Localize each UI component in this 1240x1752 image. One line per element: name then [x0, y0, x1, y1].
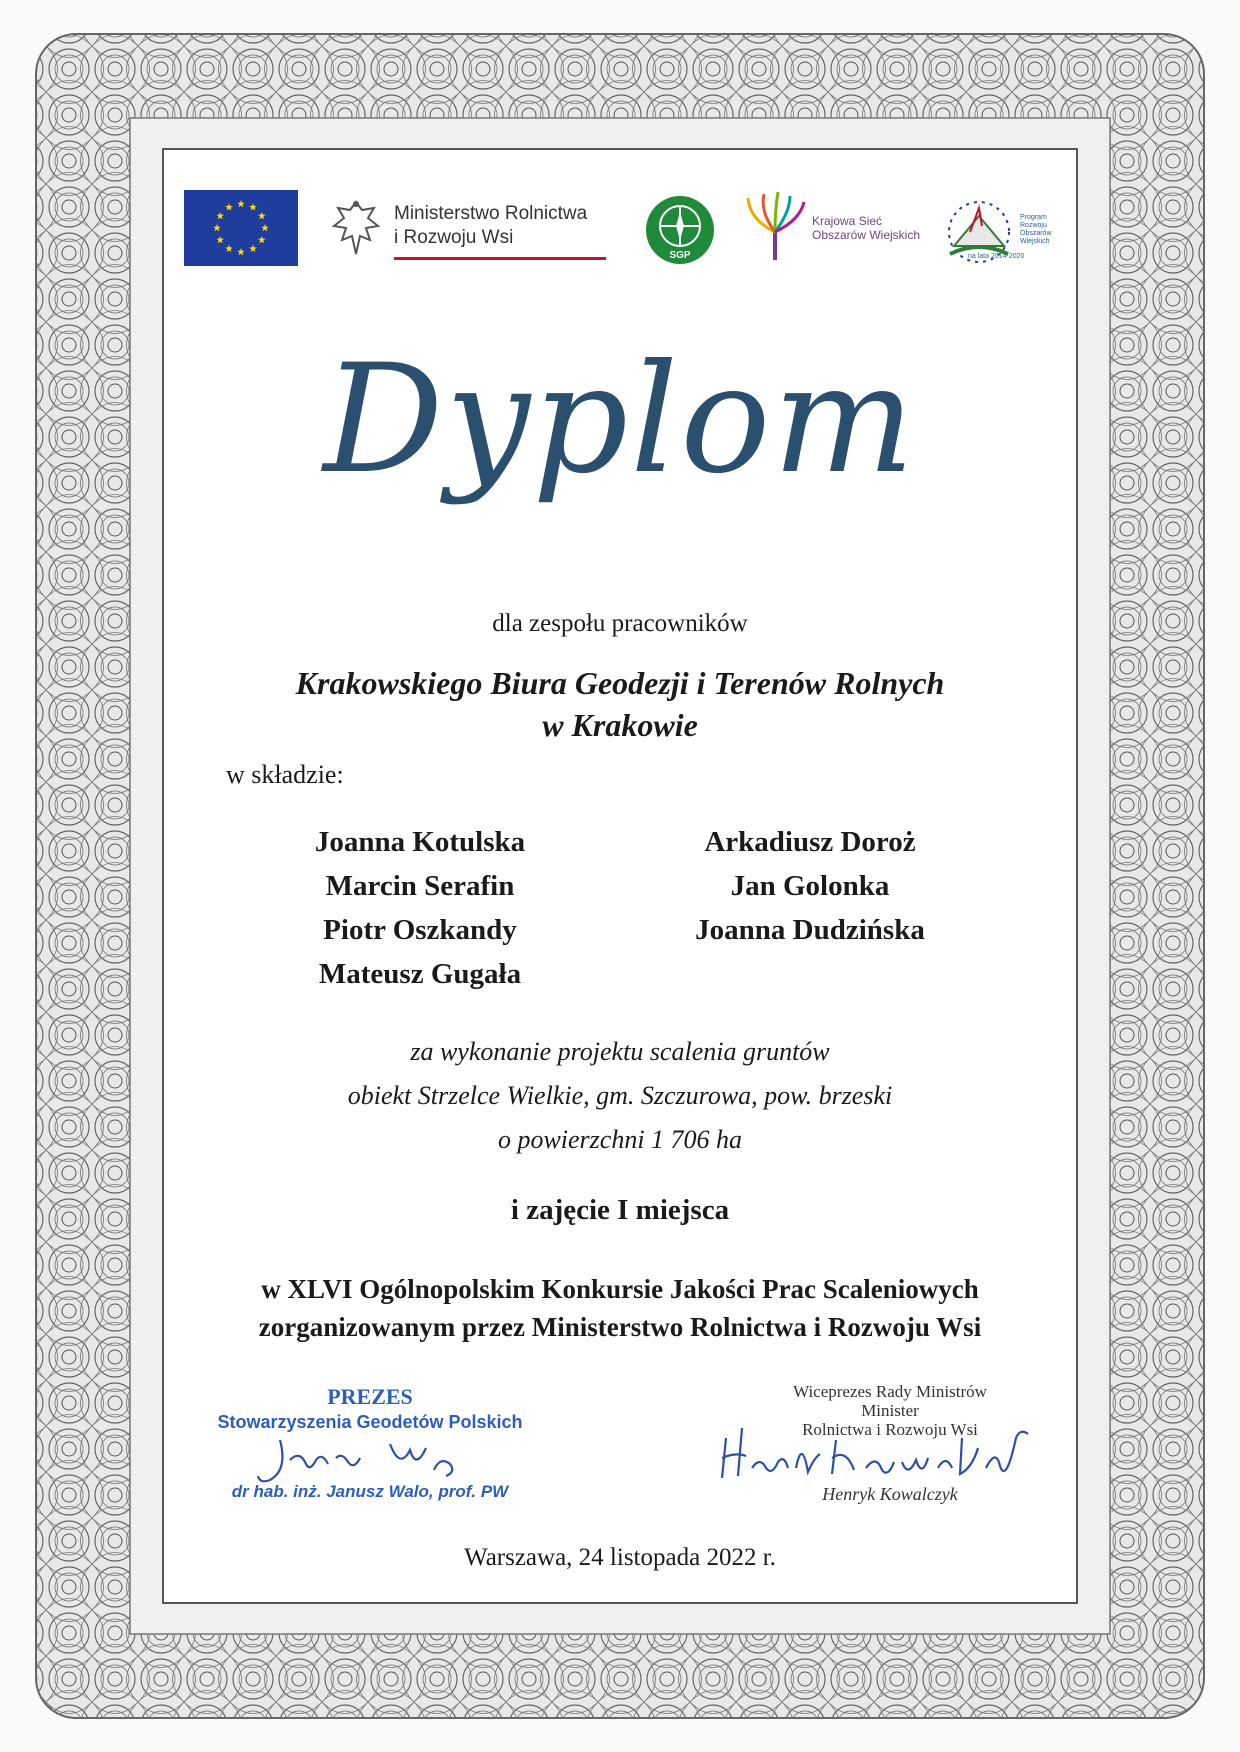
left-handwritten-signature [250, 1430, 490, 1490]
ksow-logo-icon [740, 190, 810, 266]
member-name: Joanna Kotulska [314, 826, 526, 858]
members-left-column [260, 820, 580, 996]
reason-text: za wykonanie projektu scalenia gruntów obiekt Strzelce Wielkie, gm. Szczurowa, pow. brzeski o powierzchni 1 706 ha [347, 1037, 893, 1154]
right-handwritten-signature [716, 1418, 1056, 1488]
award-text: i zajęcie I miejsca [510, 1194, 730, 1226]
ksow-logo-text: Krajowa Sieć Obszarów Wiejskich [812, 214, 921, 242]
prow-logo-text: Program Rozwoju Obszarów Wiejskich [1020, 214, 1052, 245]
eu-flag-icon [184, 190, 298, 266]
member-name: Mateusz Gugała [318, 958, 522, 990]
intro-text: dla zespołu pracowników [492, 610, 748, 637]
right-signature-name: Henryk Kowalczyk [822, 1484, 958, 1504]
sgp-logo-label: SGP [669, 250, 691, 261]
prow-logo-years: na lata 2014-2020 [968, 253, 1025, 260]
right-signature-title: Wiceprezes Rady Ministrów Minister Rolnictwa i Rozwoju Wsi [793, 1382, 987, 1439]
composition-label: w składzie: [226, 760, 344, 789]
member-name: Arkadiusz Doroż [704, 826, 916, 858]
left-signature-org: Stowarzyszenia Geodetów Polskich [217, 1412, 523, 1432]
member-name: Piotr Oszkandy [323, 914, 517, 946]
ministry-logo-underline [394, 257, 606, 260]
contest-text: w XLVI Ogólnopolskim Konkursie Jakości Prac Scaleniowych zorganizowanym przez Ministerstwo Rolnictwa i Rozwoju Wsi [258, 1274, 982, 1342]
eagle-emblem-icon [328, 196, 384, 262]
left-signature-name: dr hab. inż. Janusz Walo, prof. PW [231, 1482, 509, 1501]
ministry-logo-text: Ministerstwo Rolnictwa i Rozwoju Wsi [394, 203, 588, 248]
member-name: Joanna Dudzińska [695, 914, 925, 946]
organization-name: Krakowskiego Biura Geodezji i Terenów Rolnych w Krakowie [295, 665, 945, 743]
members-right-column [650, 820, 970, 952]
place-date: Warszawa, 24 listopada 2022 r. [464, 1544, 776, 1571]
diploma-title: Dyplom [323, 333, 917, 507]
member-name: Marcin Serafin [325, 870, 515, 902]
member-name: Jan Golonka [730, 870, 890, 902]
left-signature-role: PREZES [327, 1384, 413, 1409]
